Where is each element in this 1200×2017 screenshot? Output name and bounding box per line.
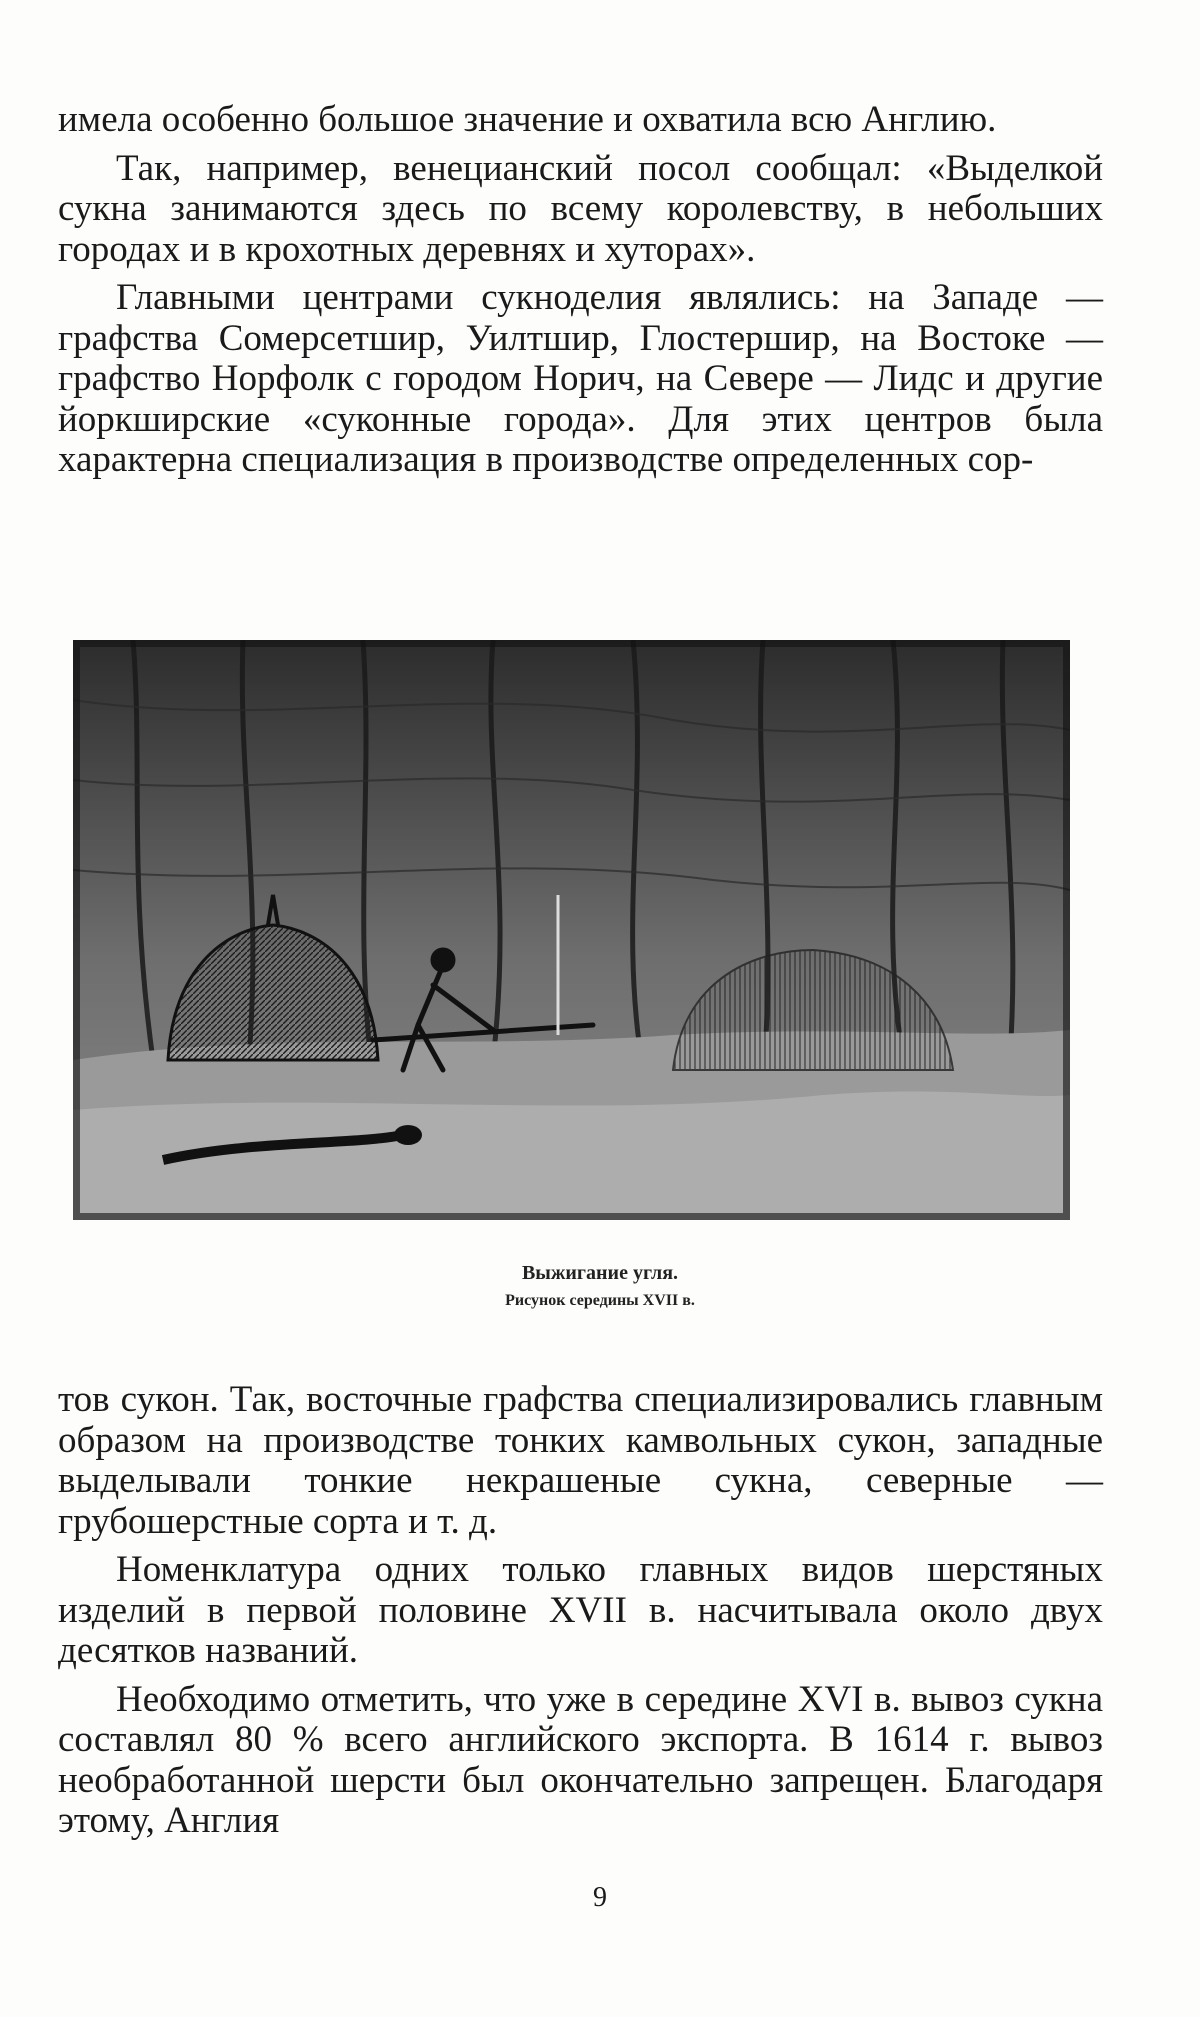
paragraph: имела особенно большое значение и охватила всю Англию. (58, 99, 997, 140)
paragraph: Необходимо отметить, что уже в середине XVI в. вывоз сукна составлял 80 % всего английского экспорта. В 1614 г. вывоз необработанной шерсти был окончательно запрещен. Благодаря этому, Англия (58, 1678, 1103, 1841)
paragraph: Номенклатура одних только главных видов шерстяных изделий в первой половине XVII в. насчитывала около двух десятков названий. (58, 1549, 1103, 1671)
paragraph: Главными центрами сукноделия являлись: на Западе — графства Сомерсетшир, Уилтшир, Глостершир, на Востоке — графство Норфолк с городом Норич, на Севере — Лидс и другие йоркширские «суконные города». Для этих центров была характерна специализация в производстве определенных сор- (58, 277, 1103, 480)
text-block-bottom (58, 1380, 1103, 1842)
figure-caption-subtitle: Рисунок середины XVII в. (505, 1292, 695, 1309)
text-block-top (58, 100, 1103, 481)
figure-caption-title: Выжигание угля. (521, 1262, 679, 1284)
paragraph: тов сукон. Так, восточные графства специализировались главным образом на производстве тонких камвольных сукон, западные выделывали тонкие некрашеные сукна, северные — грубошерстные сорта и т. д. (58, 1379, 1103, 1542)
paragraph: Так, например, венецианский посол сообщал: «Выделкой сукна занимаются здесь по всему королевству, в небольших городах и в крохотных деревнях и хуторах». (58, 147, 1103, 270)
illustration-charcoal-burning (73, 640, 1070, 1220)
page-number: 9 (593, 1882, 607, 1913)
engraving-image (73, 640, 1070, 1220)
